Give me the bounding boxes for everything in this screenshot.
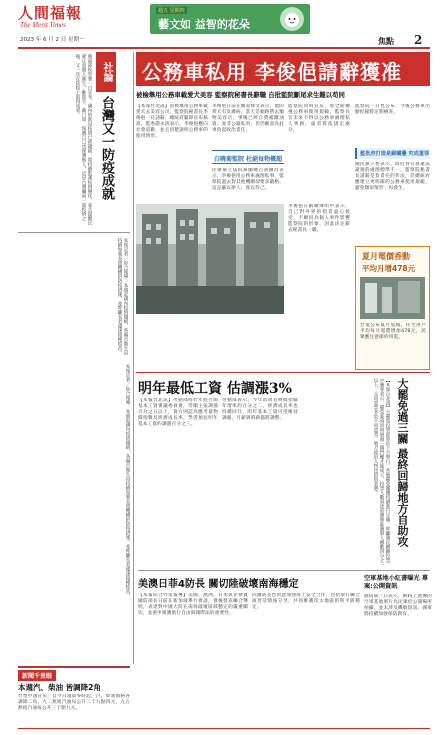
power-box xyxy=(355,246,430,370)
editorial-title: 台灣又一防疫成就 xyxy=(99,96,114,200)
editorial-tag: 社論 xyxy=(96,52,116,92)
consumer-headline: 空軍基地小紅書曝光 專案:公開資訊 xyxy=(364,575,429,590)
news-brief-title: 本週汽、柴油 皆調降2角 xyxy=(18,683,101,692)
main-subhead: 被檢舉用公務車載愛犬美容 監察院秘書長辭職 自批監院斷尾求生難以苟同 xyxy=(136,91,345,99)
diplomacy-headline: 美澳日菲4防長 關切陸破壞南海穩定 xyxy=(138,579,299,590)
banner-tag: 週五 星期四 xyxy=(158,8,185,14)
lower-left-column: 本報記者／綜合報導：本週起國內疫情趨緩，各縣市衛生局持續加強長照機構的防疫措施，並呼籲長者儘速接種疫苗。 xyxy=(125,364,130,598)
news-brief-box xyxy=(18,666,130,726)
vertical-headline: 大罷免過三關 最終回歸地方自助攻 xyxy=(396,378,409,547)
inset-text: 民眾黨立法院黨團總召黃國昌表示，李俊俋用公務車處理私事，監察院過去對其他機關卻要求嚴格，這是嚴以律人、寬以待己。 xyxy=(212,168,284,192)
consumer-body: 國防部一日表示，網路上流傳的空軍基地照片為民眾於公開場所拍攝，並未涉及機敏資訊，國軍將持續加強保防教育。 xyxy=(364,594,432,618)
banner-title: 藝文如 益智的花朵 xyxy=(158,18,250,31)
main-lead-col3: 監察院同時宣布，將全面檢視公務車使用規範，監察長官未來不得以公務車處理私人事務，違者將依規定處分。 xyxy=(288,104,350,134)
issue-date: 2023 年 6 月 2 日 星期一 xyxy=(20,37,85,43)
sidebar-text: 國民黨立委表示，政府對官員違法違規的處理標準不一，監察院秘書長請辭是負責任的作法，但總統府應建立更明確的公務車使用規範，避免類似情形一再發生。 xyxy=(355,162,430,192)
mid-divider xyxy=(138,570,430,571)
editorial-divider xyxy=(18,232,130,233)
footer-rule xyxy=(18,728,430,729)
main-headline: 公務車私用 李俊俋請辭獲准 xyxy=(142,60,402,84)
diplomacy-body: 【本報綜合外電報導】美國、澳洲、日本與菲律賓國防部長日前在新加坡舉行會談，會後發表聯合聲明，表達對中國大陸在南海破壞區域穩定的嚴重關切，並重申維護航行自由與國際法的重要性。 xyxy=(138,593,248,617)
wage-body: 【本報台北訊】勞動部將於年底召開基本工資審議委員會，勞團主張調漲百分之五以上，資方則認為應考量物價指數及經濟成長率，學者預估明年基本工資約調漲百分之三。 xyxy=(138,398,218,428)
wage-body-2: 勞動部表示，今年消費者物價指數年增率約百分之二，經濟成長率也持續回升，明年基本工資可望維持調漲，月薪與時薪都將調整。 xyxy=(222,398,298,422)
logo-en: The Merit Times xyxy=(20,21,66,29)
sidebar-title-bar xyxy=(355,148,430,159)
main-lower-col: 李俊俋在辭職聲明中表示，自己對外界的指責虛心接受，不願因為個人事件影響監察院的形象，因此決定辭去秘書長一職。 xyxy=(288,204,350,234)
main-right-col: 監察院一日也公布，今後公務車出勤紀錄將定期檢查。 xyxy=(355,104,430,116)
building-photo xyxy=(136,204,284,314)
power-caption: 台電公布夏月電價，住宅用戶平均每月電費增加478元，民眾應注意節約用電。 xyxy=(360,323,426,341)
power-title: 夏月電價香動 xyxy=(362,252,410,261)
inset-box xyxy=(212,150,284,164)
power-photo xyxy=(360,277,425,319)
page-number: 2 xyxy=(414,33,423,47)
editorial-body-lower: 本報記者／綜合報導：本週起國內疫情趨緩，各縣市衛生局持續加強長照機構的防疫措施，並呼籲長者儘速接種疫苗。 xyxy=(117,238,128,355)
logo-cn: 人間福報 xyxy=(18,4,83,22)
news-brief-header: 新聞千里眼 xyxy=(18,670,56,681)
masthead-rule xyxy=(18,47,430,49)
editorial-body: 衛福部疾管署一日宣布，國內的新冠疫情已經趨緩，將持續監測疫情變化，並且提醒民眾注意個人衛生，勤洗手、戴口罩，保護自己也保護他人。這是台灣繼前一波疫情之後，又一次在防疫上取得成果。 xyxy=(75,54,92,225)
editorial-block xyxy=(18,52,130,360)
main-story-rule xyxy=(136,372,430,373)
news-brief-body: 台塑中油宣布，自今日凌晨零時起，汽、柴油價格各調降二角，九二無鉛汽油每公升二十九點四元，九五無鉛汽油每公升三十點九元。 xyxy=(18,694,130,712)
main-lead-col1: 【本報台北訊】因被爆用公務車載愛犬去美容公司，監察院秘書長李俊俋一日請辭，總統府隨即宣布核准。監委趙永清表示，李俊俋應向社會道歉，並且清楚說明公務車的使用情形。 xyxy=(136,104,208,140)
power-subtitle: 平均月增478元 xyxy=(362,264,416,273)
sidebar-title: 藍批府打造是錦罐疊 究成重罪 xyxy=(360,151,430,157)
section-banner xyxy=(150,4,310,34)
vertical-body: 【本報台北訊】大罷免投票即將於下月舉行，各地罷免團體持續進行宣傳，呼籲選民踴躍投票。中選會表示，罷免案須同時通過三個門檻才能成立，投票人數須達原選舉區選舉人總數四分之一以上，且同意票多於不同意票。地方政治人物也紛紛表態。 xyxy=(373,378,390,567)
cartoon-icon xyxy=(280,7,304,31)
section-name: 焦點 xyxy=(378,37,394,46)
diplomacy-body-2: 四國防長也同意加強海上安全合作，包括舉行聯合演習及情報分享，共同維護印太地區的和平與穩定。 xyxy=(252,593,360,611)
masthead xyxy=(0,0,440,48)
main-lead-col2: 李俊俋日前在臉書發文表示，他的愛犬有皮膚病，當天是順路帶去寵物美容店，事後已經自費補繳油資，並非公器私用，但仍願意為此事負起政治責任。 xyxy=(212,104,284,134)
inset-title: 白曉菊監院 杜絕每物概超 xyxy=(214,156,283,163)
left-col-divider xyxy=(133,52,134,664)
wage-headline: 明年最低工資 估調漲3% xyxy=(138,381,292,397)
main-headline-bar xyxy=(136,52,430,86)
diplomacy-headline-bar xyxy=(138,575,360,589)
